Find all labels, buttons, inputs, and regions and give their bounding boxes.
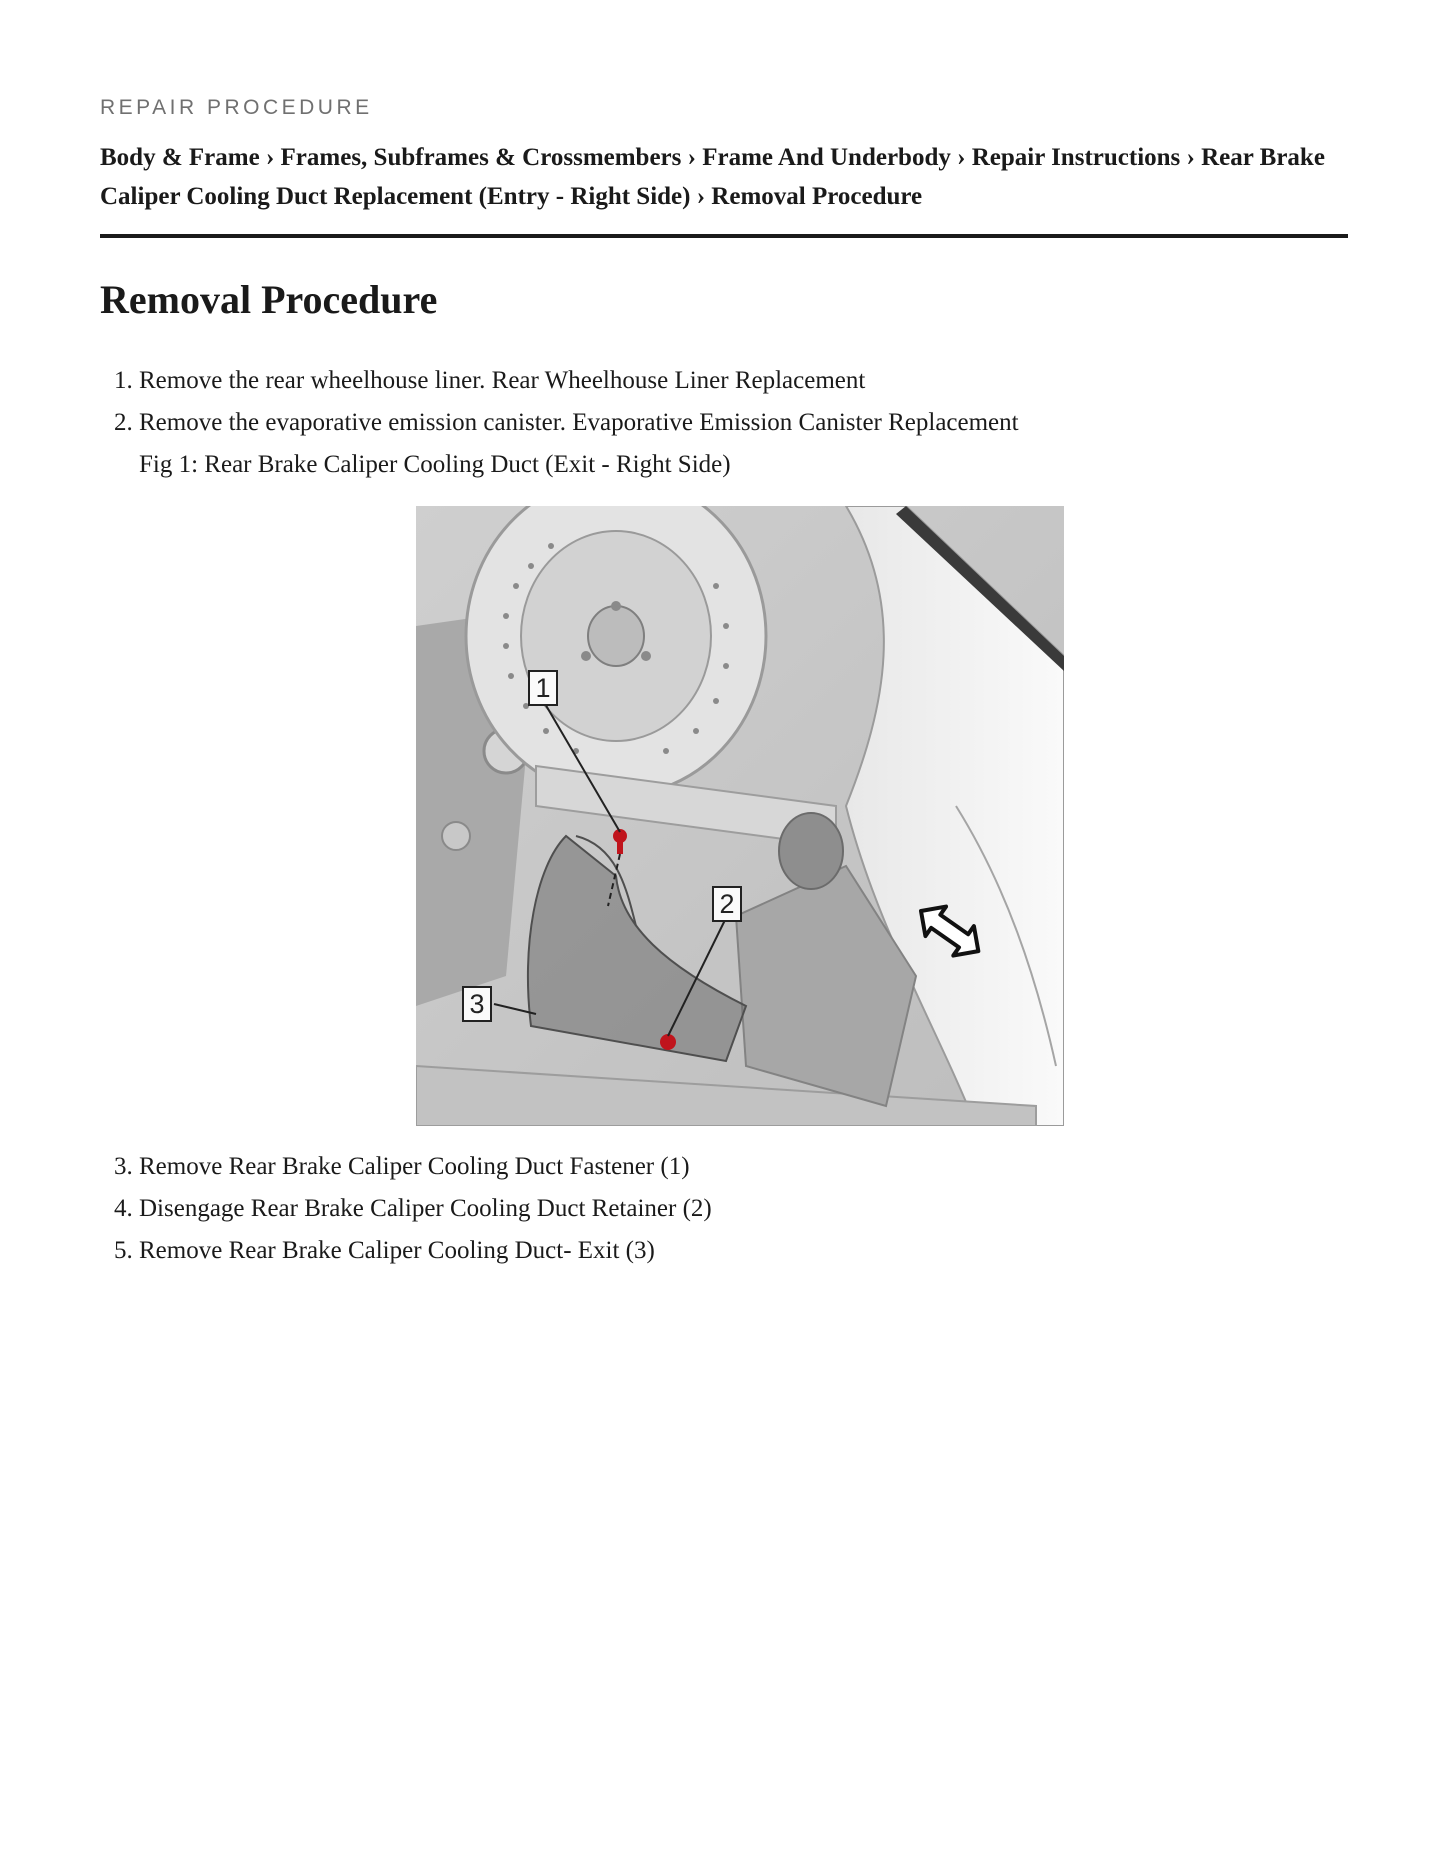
breadcrumb-separator: › xyxy=(687,144,703,171)
procedure-step: 4. Disengage Rear Brake Caliper Cooling Duct Retainer (2) xyxy=(139,1188,1348,1230)
breadcrumb-item[interactable]: Rear Brake Caliper Cooling Duct Replacement (Entry - Right Side) xyxy=(100,144,1325,210)
procedure-steps-list xyxy=(100,1146,1348,1272)
figure-caption: Fig 1: Rear Brake Caliper Cooling Duct (Exit - Right Side) xyxy=(139,451,731,478)
procedure-step: 5. Remove Rear Brake Caliper Cooling Duct- Exit (3) xyxy=(139,1230,1348,1272)
section-eyebrow: REPAIR PROCEDURE xyxy=(100,96,373,119)
breadcrumb-separator: › xyxy=(1186,144,1202,171)
procedure-steps-list xyxy=(100,360,1348,444)
breadcrumb-item[interactable]: Frame And Underbody xyxy=(702,144,951,171)
breadcrumb-separator: › xyxy=(265,144,281,171)
breadcrumb xyxy=(100,138,1348,238)
procedure-illustration xyxy=(416,506,1064,1126)
breadcrumb-item[interactable]: Frames, Subframes & Crossmembers xyxy=(280,144,682,171)
retainer-marker xyxy=(660,1034,676,1050)
breadcrumb-item[interactable]: Repair Instructions xyxy=(971,144,1181,171)
procedure-step: 3. Remove Rear Brake Caliper Cooling Duct Fastener (1) xyxy=(139,1146,1348,1188)
procedure-step: 1. Remove the rear wheelhouse liner. Rear Wheelhouse Liner Replacement xyxy=(139,360,1348,402)
breadcrumb-current: Removal Procedure xyxy=(711,183,923,210)
breadcrumb-item[interactable]: Body & Frame xyxy=(100,144,260,171)
callout-label: 2 xyxy=(712,886,742,922)
illustration-graphic xyxy=(416,506,1064,1126)
procedure-step: 2. Remove the evaporative emission canister. Evaporative Emission Canister Replacement xyxy=(139,402,1348,444)
breadcrumb-separator: › xyxy=(696,183,712,210)
document-page xyxy=(100,94,1348,1272)
callout-label: 3 xyxy=(462,986,492,1022)
breadcrumb-separator: › xyxy=(957,144,972,171)
callout-label: 1 xyxy=(528,670,558,706)
page-title: Removal Procedure xyxy=(100,277,438,322)
